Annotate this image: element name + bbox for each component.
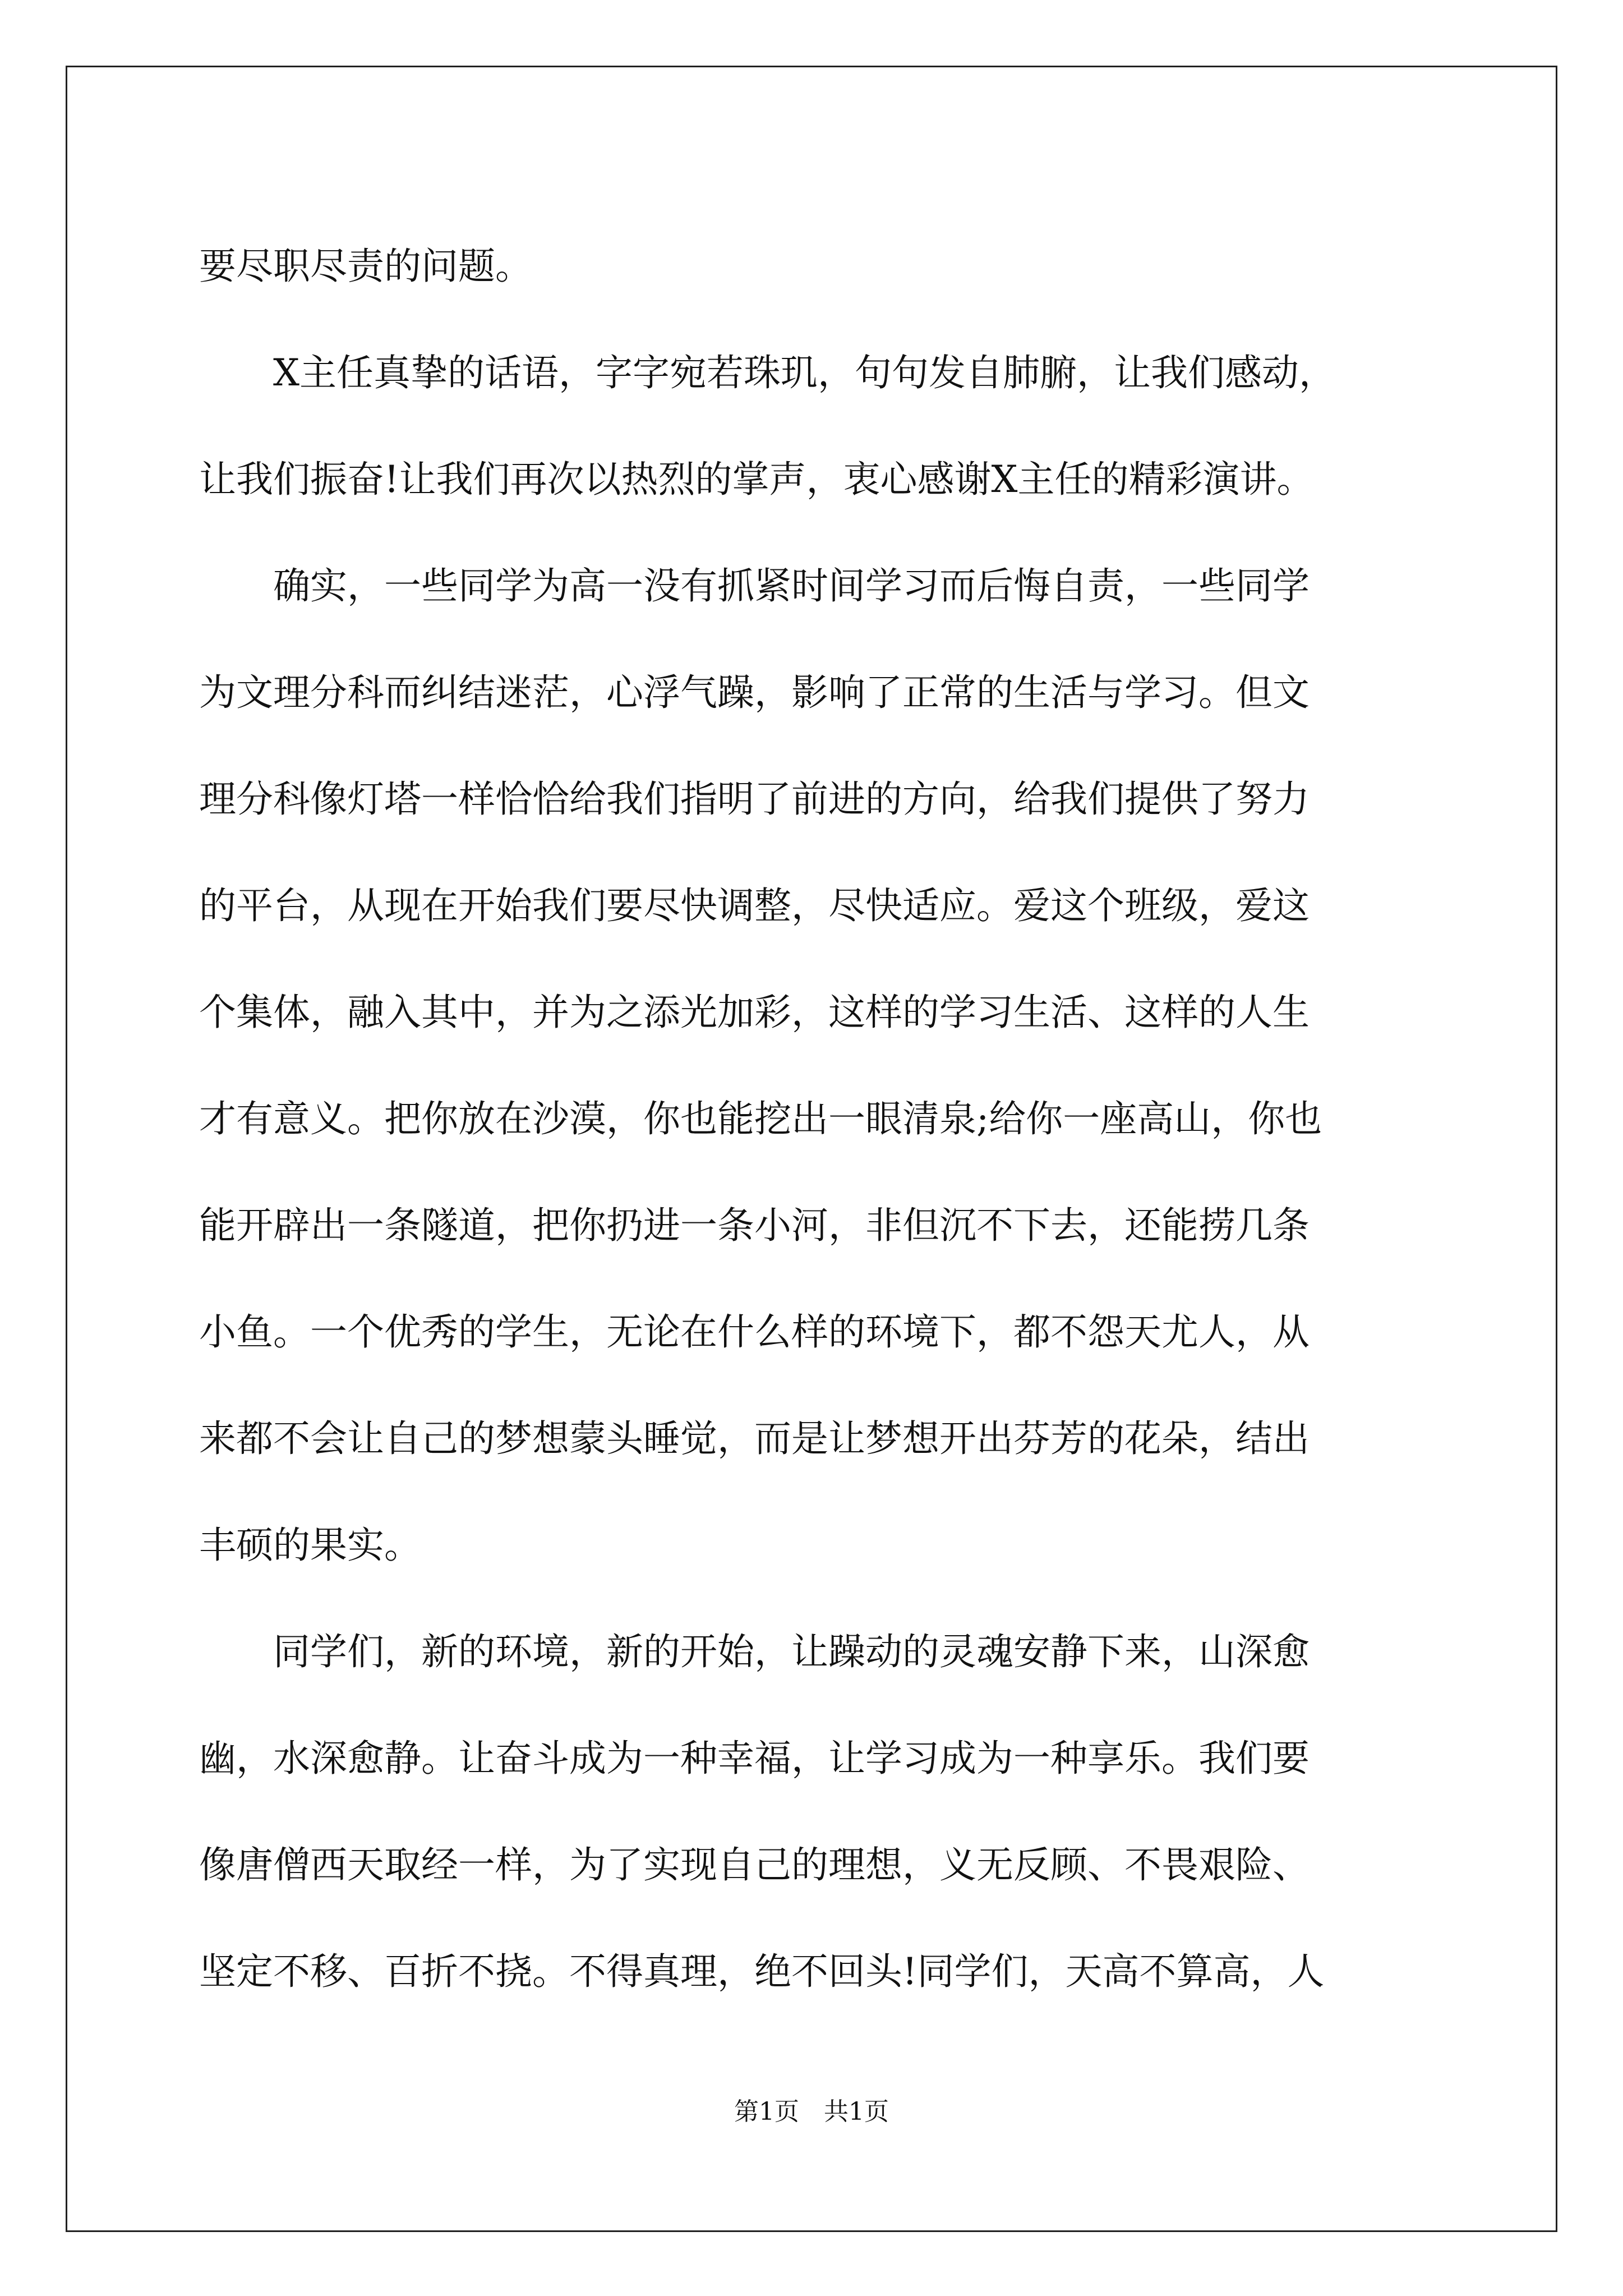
text-line: 确实，一些同学为高一没有抓紧时间学习而后悔自责，一些同学 [199,564,1310,608]
text-line: 个集体，融入其中，并为之添光加彩，这样的学习生活、这样的人生 [199,991,1310,1034]
text-line: 为文理分科而纠结迷茫，心浮气躁，影响了正常的生活与学习。但文 [199,671,1310,714]
text-line: 同学们，新的环境，新的开始，让躁动的灵魂安静下来，山深愈 [199,1630,1310,1673]
text-line: X主任真挚的话语，字字宛若珠玑，句句发自肺腑，让我们感动， [199,351,1336,394]
text-line: 才有意义。把你放在沙漠，你也能挖出一眼清泉;给你一座高山，你也 [199,1097,1322,1140]
text-line: 像唐僧西天取经一样，为了实现自己的理想，义无反顾、不畏艰险、 [199,1843,1310,1887]
text-line: 能开辟出一条隧道，把你扔进一条小河，非但沉不下去，还能捞几条 [199,1204,1310,1247]
text-line: 要尽职尽责的问题。 [199,245,532,288]
text-line: 理分科像灯塔一样恰恰给我们指明了前进的方向，给我们提供了努力 [199,777,1310,821]
text-line: 让我们振奋!让我们再次以热烈的掌声，衷心感谢X主任的精彩演讲。 [199,458,1314,501]
document-body [199,213,1433,2025]
text-line: 幽，水深愈静。让奋斗成为一种幸福，让学习成为一种享乐。我们要 [199,1737,1310,1780]
page-number-footer: 第1页 共1页 [734,2097,889,2126]
text-line: 丰硕的果实。 [199,1524,421,1567]
text-line: 来都不会让自己的梦想蒙头睡觉，而是让梦想开出芬芳的花朵，结出 [199,1417,1310,1460]
text-line: 坚定不移、百折不挠。不得真理，绝不回头!同学们，天高不算高，人 [199,1950,1325,1993]
text-line: 小鱼。一个优秀的学生，无论在什么样的环境下，都不怨天尤人，从 [199,1310,1310,1354]
text-line: 的平台，从现在开始我们要尽快调整，尽快适应。爱这个班级，爱这 [199,884,1310,927]
